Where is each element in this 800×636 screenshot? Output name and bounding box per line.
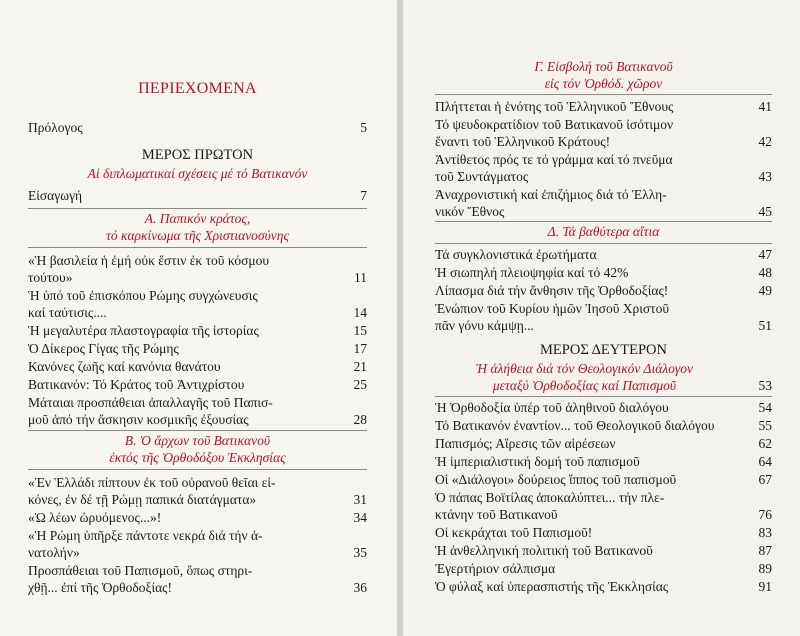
toc-entry[interactable] [435,471,772,488]
toc-entry-text: Οἱ κεκράχται τοῦ Παπισμοῦ! [435,525,593,540]
toc-entry-text: Τό Βατικανόν ἐναντίον... τοῦ Θεολογικοῦ διαλόγου [435,418,715,433]
section-b-subheading: ἐκτός τῆς Ὀρθοδόξου Ἐκκλησίας [109,450,286,465]
toc-entry[interactable] [435,151,772,185]
toc-entry-text: Ἡ ἀνθελληνική πολιτική τοῦ Βατικανοῦ [435,543,653,558]
section-divider [28,469,367,470]
toc-page-number: 15 [353,323,367,338]
toc-page-number: 76 [758,507,772,522]
toc-entry-text: Ἡ ὑπό τοῦ ἐπισκόπου Ρώμης συγχώνευσις [28,288,258,303]
toc-entry-text: Τό ψευδοκρατίδιον τοῦ Βατικανοῦ ἰσότιμον [435,117,674,132]
toc-page-number: 35 [353,545,367,560]
part-two-subtitle[interactable] [435,360,772,394]
toc-page-number: 64 [758,454,772,469]
section-b-heading: Β. Ὁ ἄρχων τοῦ Βατικανοῦ [124,433,271,448]
toc-entry[interactable] [435,282,772,299]
toc-entry-text: Πλήττεται ἡ ἑνότης τοῦ Ἑλληνικοῦ Ἔθνους [435,99,674,114]
toc-page-number: 25 [353,377,367,392]
toc-entry-introduction[interactable] [28,187,367,204]
toc-entry-text: Ἐνώπιον τοῦ Κυρίου ἡμῶν Ἰησοῦ Χριστοῦ [435,301,670,316]
toc-entry[interactable] [28,394,367,428]
toc-entry-text: πᾶν γόνυ κάμψῃ... [435,318,534,333]
toc-page-number: 31 [353,492,367,507]
toc-entry-text: Οἱ «Διάλογοι» δούρειος ἵππος τοῦ παπισμοῦ [435,472,677,487]
section-divider [28,208,367,209]
toc-entry-text: κτάνην τοῦ Βατικανοῦ [435,507,558,522]
toc-page-number: 7 [360,188,367,203]
toc-entry-text: τούτου» [28,270,73,285]
toc-entry-text: Ἡ Ὀρθοδοξία ὑπέρ τοῦ ἀληθινοῦ διαλόγου [435,400,669,415]
toc-page-number: 51 [758,318,772,333]
toc-entry-text: Βατικανόν: Τό Κράτος τοῦ Ἀντιχρίστου [28,377,245,392]
toc-entry[interactable] [435,116,772,150]
toc-entry-text: Ἡ μεγαλυτέρα πλαστογραφία τῆς ἱστορίας [28,323,259,338]
toc-entry[interactable] [435,264,772,281]
toc-entry[interactable] [435,417,772,434]
toc-entry-text: «Ἡ βασιλεία ἡ ἐμή οὐκ ἔστιν ἐκ τοῦ κόσμου [28,253,270,268]
toc-page-number: 91 [758,579,772,594]
toc-entry[interactable] [28,340,367,357]
toc-entry-text: Ἡ ἰμπεριαλιστική δομή τοῦ παπισμοῦ [435,454,640,469]
toc-entry-text: νατολήν» [28,545,80,560]
section-divider [435,396,772,397]
toc-entry[interactable] [435,524,772,541]
toc-entry-text: Κανόνες ζωῆς καί κανόνια θανάτου [28,359,221,374]
toc-entry-text: Προσπάθειαι τοῦ Παπισμοῦ, ὅπως στηρι- [28,563,253,578]
toc-page-number: 43 [758,169,772,184]
toc-entry-text: χθῇ... ἐπί τῆς Ὀρθοδοξίας! [28,580,173,595]
toc-entry[interactable] [435,98,772,115]
toc-page-number: 48 [758,265,772,280]
toc-page-number: 47 [758,247,772,262]
toc-entry[interactable] [435,453,772,470]
toc-entry[interactable] [435,542,772,559]
toc-entry-text: Εἰσαγωγή [28,188,83,203]
section-a-heading: Α. Παπικόν κράτος, [144,211,251,226]
toc-entry-text: Ὁ φύλαξ καί ὑπερασπιστής τῆς Ἐκκλησίας [435,579,669,594]
toc-entry-text: καί ταύτισις.... [28,305,107,320]
part-one-subtitle: Αἱ διπλωματικαί σχέσεις μέ τό Βατικανόν [87,166,308,181]
toc-entry[interactable] [28,509,367,526]
toc-page-number: 5 [360,120,367,135]
section-g-heading: Γ. Εἰσβολή τοῦ Βατικανοῦ [534,59,673,74]
toc-entry-text: Ἀντίθετος πρός τε τό γράμμα καί τό πνεῦμα [435,152,673,167]
toc-entry[interactable] [435,246,772,263]
toc-page-number: 42 [758,134,772,149]
toc-entry-prologue[interactable] [28,119,367,136]
toc-entry-text: νικόν Ἔθνος [435,204,505,219]
toc-entry[interactable] [435,186,772,220]
toc-entry-text: Ἡ σιωπηλή πλειοψηφία καί τό 42% [435,265,629,280]
toc-page-number: 21 [353,359,367,374]
toc-page-number: 11 [354,270,367,285]
part-two-subtitle-line1: Ἡ ἀλήθεια διά τόν Θεολογικόν Διάλογον [476,361,693,376]
toc-entry[interactable] [435,489,772,523]
toc-entry-text: Τά συγκλονιστικά ἐρωτήματα [435,247,597,262]
section-divider [28,430,367,431]
contents-title: ΠΕΡΙΕΧΟΜΕΝΑ [138,80,257,97]
toc-page-number: 45 [758,204,772,219]
toc-page-number: 34 [353,510,367,525]
section-d-heading: Δ. Τά βαθύτερα αἴτια [547,224,660,239]
toc-entry[interactable] [28,376,367,393]
section-divider [435,243,772,244]
toc-page-number: 87 [758,543,772,558]
toc-page-number: 14 [353,305,367,320]
right-column [435,0,772,636]
toc-entry-text: τοῦ Συντάγματος [435,169,529,184]
toc-entry-text: ἔναντι τοῦ Ἑλληνικοῦ Κράτους! [435,134,611,149]
toc-entry-text: Πρόλογος [28,120,83,135]
toc-entry-text: Ὁ Δίκερος Γίγας τῆς Ρώμης [28,341,179,356]
section-divider [435,221,772,222]
toc-page-number: 49 [758,283,772,298]
toc-entry[interactable] [28,527,367,561]
right-page [403,0,800,636]
toc-entry[interactable] [28,287,367,321]
toc-page-number: 62 [758,436,772,451]
left-page [0,0,397,636]
toc-entry[interactable] [435,435,772,452]
section-divider [28,247,367,248]
toc-entry-text: κόνες, ἐν δέ τῇ Ρώμῃ παπικά διατάγματα» [28,492,257,507]
toc-page-number: 28 [353,412,367,427]
toc-entry-text: «Ἐν Ἑλλάδι πίπτουν ἐκ τοῦ οὐρανοῦ θεῖαι εἰ- [28,475,276,490]
toc-page-number: 53 [758,378,772,393]
toc-entry-text: Ὁ πάπας Βοϊτίλας ἀποκαλύπτει... τήν πλε- [435,490,665,505]
toc-entry[interactable] [435,300,772,334]
toc-page-number: 36 [353,580,367,595]
toc-entry-text: «Ὡ λέων ὠρυόμενος...»! [28,510,162,525]
toc-entry[interactable] [435,560,772,577]
toc-entry[interactable] [28,358,367,375]
toc-entry[interactable] [435,578,772,595]
section-divider [435,94,772,95]
part-two-heading: ΜΕΡΟΣ ΔΕΥΤΕΡΟΝ [540,342,667,358]
toc-page-number: 83 [758,525,772,540]
toc-page-number: 17 [353,341,367,356]
toc-entry-text: Παπισμός; Αἵρεσις τῶν αἱρέσεων [435,436,616,451]
toc-entry[interactable] [28,322,367,339]
left-column [28,0,367,636]
toc-page-number: 41 [758,99,772,114]
toc-page-number: 67 [758,472,772,487]
toc-page-number: 55 [758,418,772,433]
toc-entry-text: «Ἡ Ρώμη ὑπῆρξε πάντοτε νεκρά διά τήν ἀ- [28,528,263,543]
toc-entry-text: Μάταιαι προσπάθειαι ἀπαλλαγῆς τοῦ Παπισ- [28,395,273,410]
part-two-subtitle-line2: μεταξύ Ὀρθοδοξίας καί Παπισμοῦ [492,378,677,393]
toc-entry[interactable] [435,399,772,416]
section-g-subheading: εἰς τόν Ὀρθόδ. χῶρον [544,76,663,91]
section-a-subheading: τό καρκίνωμα τῆς Χριστιανοσύνης [106,228,289,243]
toc-entry[interactable] [28,252,367,286]
toc-entry-text: μοῦ ἀπό τήν ἄσκησιν κοσμικῆς ἐξουσίας [28,412,249,427]
toc-entry-text: Ἀναχρονιστική καί ἐπιζήμιος διά τό Ἑλλη- [435,187,667,202]
toc-page-number: 89 [758,561,772,576]
toc-entry-text: Λίπασμα διά τήν ἄνθησιν τῆς Ὀρθοδοξίας! [435,283,669,298]
toc-page-number: 54 [758,400,772,415]
toc-entry-text: Ἐγερτήριον σάλπισμα [435,561,556,576]
toc-entry[interactable] [28,474,367,508]
toc-entry[interactable] [28,562,367,596]
part-one-heading: ΜΕΡΟΣ ΠΡΩΤΟΝ [141,147,254,163]
